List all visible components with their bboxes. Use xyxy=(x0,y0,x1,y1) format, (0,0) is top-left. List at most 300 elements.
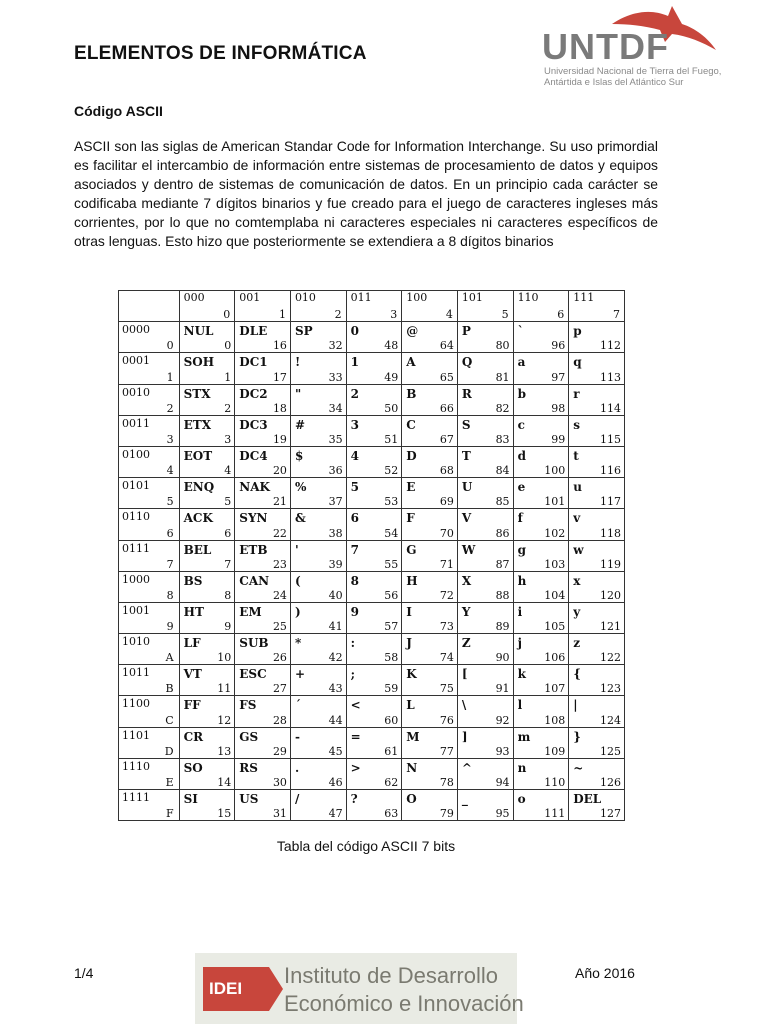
column-header xyxy=(513,291,569,322)
ascii-character: STX xyxy=(183,386,211,401)
table-caption: Tabla del código ASCII 7 bits xyxy=(276,838,456,854)
ascii-cell xyxy=(513,571,569,602)
ascii-character: x xyxy=(573,573,581,588)
ascii-decimal: 21 xyxy=(272,495,287,509)
ascii-cell xyxy=(235,478,291,509)
ascii-character: i xyxy=(517,604,523,619)
ascii-character: DC4 xyxy=(239,448,268,463)
ascii-decimal: 72 xyxy=(439,588,454,602)
row-header xyxy=(119,727,180,758)
ascii-cell xyxy=(346,727,402,758)
ascii-decimal: 90 xyxy=(495,651,510,665)
row-header xyxy=(119,571,180,602)
row-hex: 8 xyxy=(166,588,174,602)
row-hex: 2 xyxy=(166,401,174,415)
ascii-cell xyxy=(569,727,625,758)
ascii-decimal: 71 xyxy=(439,557,454,571)
column-binary: 010 xyxy=(294,291,316,304)
ascii-cell xyxy=(346,696,402,727)
ascii-cell xyxy=(235,353,291,384)
ascii-character: n xyxy=(517,760,527,775)
ascii-decimal: 107 xyxy=(544,682,566,696)
ascii-cell xyxy=(402,446,458,477)
row-hex: C xyxy=(165,713,174,727)
row-binary: 1011 xyxy=(122,666,150,680)
ascii-decimal: 102 xyxy=(544,526,566,540)
ascii-decimal: 82 xyxy=(495,401,510,415)
ascii-character: O xyxy=(406,792,417,806)
ascii-decimal: 83 xyxy=(495,432,510,446)
table-row xyxy=(119,446,625,477)
table-row xyxy=(119,665,625,696)
ascii-character: ; xyxy=(350,667,356,682)
ascii-decimal: 30 xyxy=(272,776,287,789)
column-header xyxy=(457,291,513,322)
column-binary: 111 xyxy=(573,291,595,304)
ascii-character: e xyxy=(517,480,526,495)
ascii-cell xyxy=(346,602,402,633)
ascii-character: = xyxy=(350,729,361,744)
section-title: Código ASCII xyxy=(74,103,163,119)
ascii-character: J xyxy=(406,636,412,651)
ascii-decimal: 24 xyxy=(272,588,287,602)
ascii-character: Q xyxy=(461,355,473,370)
ascii-decimal: 64 xyxy=(439,339,454,353)
ascii-decimal: 5 xyxy=(224,495,232,509)
ascii-cell xyxy=(290,571,346,602)
ascii-cell xyxy=(457,384,513,415)
ascii-character: H xyxy=(406,573,418,588)
ascii-decimal: 76 xyxy=(439,713,454,727)
ascii-cell xyxy=(290,384,346,415)
row-header xyxy=(119,478,180,509)
ascii-decimal: 78 xyxy=(439,776,454,789)
ascii-character: 8 xyxy=(350,573,359,588)
ascii-cell xyxy=(513,758,569,789)
ascii-character: FF xyxy=(183,698,201,713)
column-binary: 011 xyxy=(350,291,372,304)
ascii-decimal: 0 xyxy=(224,339,232,353)
ascii-character: [ xyxy=(461,667,468,682)
table-row xyxy=(119,696,625,727)
ascii-cell xyxy=(402,790,458,821)
row-hex: A xyxy=(165,651,174,665)
ascii-character: Y xyxy=(461,604,471,619)
ascii-decimal: 65 xyxy=(439,370,454,384)
ascii-decimal: 3 xyxy=(224,432,232,446)
ascii-cell xyxy=(569,696,625,727)
ascii-character: EOT xyxy=(183,448,213,463)
ascii-decimal: 62 xyxy=(384,776,399,789)
row-hex: 6 xyxy=(166,526,174,540)
ascii-cell xyxy=(235,571,291,602)
ascii-character: 1 xyxy=(350,355,359,370)
ascii-decimal: 125 xyxy=(600,744,621,758)
row-hex: E xyxy=(165,776,174,789)
ascii-decimal: 41 xyxy=(328,620,343,634)
ascii-decimal: 57 xyxy=(384,620,399,634)
ascii-decimal: 92 xyxy=(495,713,510,727)
row-hex: D xyxy=(164,744,174,758)
ascii-character: Z xyxy=(461,636,471,651)
ascii-decimal: 4 xyxy=(224,464,232,478)
ascii-character: ` xyxy=(517,324,524,339)
row-header xyxy=(119,634,180,665)
ascii-character: NUL xyxy=(183,324,214,339)
ascii-character: ´ xyxy=(294,698,301,713)
ascii-decimal: 117 xyxy=(600,495,621,509)
ascii-decimal: 103 xyxy=(544,557,566,571)
ascii-character: NAK xyxy=(239,480,270,495)
column-decimal: 2 xyxy=(334,308,342,322)
ascii-cell xyxy=(290,540,346,571)
ascii-cell xyxy=(179,509,235,540)
ascii-character: CR xyxy=(183,729,204,744)
ascii-decimal: 68 xyxy=(439,464,454,478)
ascii-cell xyxy=(513,634,569,665)
ascii-decimal: 31 xyxy=(272,807,287,821)
ascii-character: f xyxy=(517,511,523,526)
ascii-cell xyxy=(346,790,402,821)
ascii-decimal: 47 xyxy=(328,807,343,821)
ascii-cell xyxy=(513,446,569,477)
ascii-cell xyxy=(513,665,569,696)
ascii-decimal: 81 xyxy=(495,370,510,384)
ascii-cell xyxy=(513,602,569,633)
banner-line-2: Económico e Innovación xyxy=(284,991,524,1016)
ascii-decimal: 50 xyxy=(384,401,399,415)
ascii-cell xyxy=(346,540,402,571)
ascii-decimal: 74 xyxy=(439,651,454,665)
row-binary: 1111 xyxy=(122,791,150,804)
ascii-cell xyxy=(235,540,291,571)
ascii-cell xyxy=(457,571,513,602)
ascii-decimal: 10 xyxy=(217,651,232,665)
ascii-character: b xyxy=(517,386,526,401)
ascii-cell xyxy=(179,790,235,821)
ascii-character: ENQ xyxy=(183,480,215,495)
ascii-decimal: 22 xyxy=(272,526,287,540)
ascii-decimal: 25 xyxy=(272,620,287,634)
ascii-character: B xyxy=(406,386,417,401)
ascii-character: 5 xyxy=(350,480,359,495)
ascii-cell xyxy=(457,446,513,477)
ascii-cell xyxy=(346,353,402,384)
ascii-character: CAN xyxy=(239,573,270,588)
ascii-cell xyxy=(457,509,513,540)
row-hex: 9 xyxy=(166,620,174,634)
ascii-decimal: 13 xyxy=(217,744,232,758)
ascii-character: DC1 xyxy=(239,355,268,370)
ascii-character: { xyxy=(573,667,581,682)
ascii-decimal: 37 xyxy=(328,495,343,509)
ascii-decimal: 16 xyxy=(272,339,287,353)
table-row xyxy=(119,415,625,446)
logo-wordmark: UNTDF xyxy=(542,26,669,67)
ascii-character: C xyxy=(406,417,416,432)
ascii-character: X xyxy=(461,573,472,588)
table-row xyxy=(119,384,625,415)
ascii-decimal: 121 xyxy=(600,620,621,634)
ascii-cell xyxy=(290,634,346,665)
ascii-decimal: 33 xyxy=(328,370,343,384)
ascii-decimal: 84 xyxy=(495,464,510,478)
ascii-cell xyxy=(513,353,569,384)
ascii-cell xyxy=(235,727,291,758)
ascii-cell xyxy=(179,353,235,384)
ascii-decimal: 49 xyxy=(384,370,399,384)
ascii-character: 0 xyxy=(350,324,359,339)
ascii-character: 3 xyxy=(350,417,359,432)
ascii-character: k xyxy=(517,667,526,682)
column-decimal: 0 xyxy=(223,308,231,322)
column-decimal: 5 xyxy=(501,308,509,322)
ascii-cell xyxy=(569,353,625,384)
ascii-decimal: 8 xyxy=(224,588,232,602)
ascii-cell xyxy=(513,415,569,446)
row-binary: 1110 xyxy=(122,759,150,773)
ascii-character: u xyxy=(573,480,582,495)
ascii-cell xyxy=(402,665,458,696)
ascii-character: E xyxy=(406,480,416,495)
ascii-decimal: 40 xyxy=(328,588,343,602)
ascii-decimal: 124 xyxy=(600,713,621,727)
ascii-decimal: 56 xyxy=(384,588,399,602)
ascii-cell xyxy=(457,634,513,665)
ascii-decimal: 42 xyxy=(328,651,343,665)
table-row xyxy=(119,322,625,353)
table-row xyxy=(119,540,625,571)
ascii-cell xyxy=(402,478,458,509)
ascii-character: VT xyxy=(183,667,202,682)
ascii-decimal: 26 xyxy=(272,651,287,665)
ascii-decimal: 104 xyxy=(544,588,566,602)
ascii-decimal: 43 xyxy=(328,682,343,696)
ascii-character: 6 xyxy=(350,511,359,526)
column-header xyxy=(402,291,458,322)
ascii-decimal: 52 xyxy=(384,464,399,478)
row-binary: 0010 xyxy=(122,385,150,399)
ascii-cell xyxy=(235,696,291,727)
ascii-character: z xyxy=(573,636,581,651)
ascii-decimal: 63 xyxy=(384,807,399,821)
ascii-decimal: 18 xyxy=(272,401,287,415)
ascii-cell xyxy=(402,353,458,384)
column-binary: 000 xyxy=(183,291,205,304)
ascii-cell xyxy=(457,322,513,353)
ascii-cell xyxy=(290,696,346,727)
ascii-character: BS xyxy=(183,573,203,588)
ascii-decimal: 39 xyxy=(328,557,343,571)
ascii-decimal: 36 xyxy=(328,464,343,478)
row-binary: 0001 xyxy=(122,354,150,368)
ascii-cell xyxy=(179,634,235,665)
ascii-decimal: 73 xyxy=(439,620,454,634)
row-hex: F xyxy=(165,807,174,821)
ascii-character: FS xyxy=(239,698,257,713)
ascii-cell xyxy=(513,509,569,540)
row-header xyxy=(119,758,180,789)
ascii-decimal: 113 xyxy=(600,370,621,384)
ascii-character: q xyxy=(573,355,582,370)
ascii-cell xyxy=(290,322,346,353)
ascii-decimal: 69 xyxy=(439,495,454,509)
ascii-cell xyxy=(569,665,625,696)
ascii-character: % xyxy=(294,480,307,495)
ascii-decimal: 28 xyxy=(272,713,287,727)
row-binary: 0100 xyxy=(122,447,150,461)
ascii-character: GS xyxy=(239,729,259,744)
ascii-character: g xyxy=(517,542,526,557)
ascii-character: y xyxy=(573,604,581,619)
ascii-character: \ xyxy=(461,698,467,713)
document-title: ELEMENTOS DE INFORMÁTICA xyxy=(74,43,367,64)
ascii-cell xyxy=(513,322,569,353)
ascii-decimal: 119 xyxy=(600,557,621,571)
ascii-character: M xyxy=(406,729,420,744)
ascii-character: c xyxy=(517,417,525,432)
row-hex: 4 xyxy=(166,464,174,478)
ascii-cell xyxy=(179,415,235,446)
ascii-character: R xyxy=(461,386,472,401)
ascii-cell xyxy=(457,696,513,727)
ascii-decimal: 95 xyxy=(495,807,510,821)
ascii-cell xyxy=(569,415,625,446)
ascii-decimal: 19 xyxy=(272,432,287,446)
ascii-decimal: 99 xyxy=(551,432,566,446)
ascii-character: } xyxy=(573,729,581,744)
ascii-decimal: 100 xyxy=(544,464,566,478)
table-header-row xyxy=(119,291,625,322)
column-header xyxy=(179,291,235,322)
ascii-cell xyxy=(290,602,346,633)
ascii-decimal: 96 xyxy=(551,339,566,353)
row-binary: 0011 xyxy=(122,416,150,430)
ascii-cell xyxy=(179,665,235,696)
ascii-cell xyxy=(346,384,402,415)
ascii-cell xyxy=(179,540,235,571)
ascii-decimal: 54 xyxy=(384,526,399,540)
ascii-cell xyxy=(569,322,625,353)
row-hex: B xyxy=(165,682,174,696)
ascii-cell xyxy=(179,602,235,633)
document-year: Año 2016 xyxy=(575,965,635,981)
ascii-character: RS xyxy=(239,760,258,775)
ascii-decimal: 51 xyxy=(384,432,399,446)
row-header xyxy=(119,415,180,446)
ascii-character: r xyxy=(573,386,580,401)
ascii-character: ETX xyxy=(183,417,212,432)
ascii-cell xyxy=(235,602,291,633)
ascii-cell xyxy=(569,384,625,415)
ascii-character: 7 xyxy=(350,542,359,557)
ascii-character: # xyxy=(294,417,305,432)
ascii-cell xyxy=(457,478,513,509)
column-binary: 100 xyxy=(406,291,428,304)
table-row xyxy=(119,727,625,758)
ascii-cell xyxy=(179,696,235,727)
ascii-character: SUB xyxy=(239,636,269,651)
idei-banner xyxy=(195,953,524,1024)
table-row xyxy=(119,509,625,540)
intro-paragraph: ASCII son las siglas de American Standar Code for Information Interchange. Su uso primordial es facilitar el intercambio de información entre sistemas de procesamiento de datos y equipos asociados y dentro de sistemas de comunicación de datos. En un principio cada carácter se codificaba mediante 7 dígitos binarios y fue creado para el juego de caracteres ingleses más corrientes, por lo que no comtemplaba ni caracteres especiales ni caracteres específicos de otras lenguas. Esto hizo que posteriormente se extendiera a 8 dígitos binarios xyxy=(74,138,658,249)
ascii-decimal: 80 xyxy=(495,339,510,353)
ascii-decimal: 79 xyxy=(439,807,454,821)
ascii-character: U xyxy=(461,480,473,495)
ascii-cell xyxy=(513,696,569,727)
ascii-decimal: 118 xyxy=(600,526,621,540)
row-binary: 0111 xyxy=(122,541,150,555)
ascii-character: ] xyxy=(461,729,468,744)
ascii-character: : xyxy=(350,636,356,651)
ascii-character: @ xyxy=(406,324,419,339)
ascii-cell xyxy=(402,322,458,353)
table-row xyxy=(119,790,625,821)
ascii-cell xyxy=(457,415,513,446)
ascii-cell xyxy=(179,571,235,602)
ascii-cell xyxy=(179,446,235,477)
ascii-decimal: 2 xyxy=(224,401,232,415)
ascii-decimal: 61 xyxy=(384,744,399,758)
row-hex: 0 xyxy=(166,339,174,353)
ascii-character: h xyxy=(517,573,527,588)
ascii-cell xyxy=(235,665,291,696)
ascii-decimal: 108 xyxy=(544,713,566,727)
ascii-decimal: 88 xyxy=(495,588,510,602)
ascii-decimal: 114 xyxy=(600,401,621,415)
ascii-decimal: 109 xyxy=(544,744,566,758)
row-binary: 0110 xyxy=(122,510,150,524)
ascii-character: ' xyxy=(294,542,299,557)
row-binary: 0000 xyxy=(122,323,150,337)
ascii-cell xyxy=(402,634,458,665)
column-header xyxy=(346,291,402,322)
ascii-cell xyxy=(402,571,458,602)
ascii-character: D xyxy=(406,448,417,463)
ascii-cell xyxy=(346,571,402,602)
ascii-character: T xyxy=(461,448,471,463)
ascii-decimal: 48 xyxy=(384,339,399,353)
ascii-cell xyxy=(346,634,402,665)
ascii-character: l xyxy=(517,698,523,713)
ascii-character: HT xyxy=(183,604,204,619)
table-row xyxy=(119,758,625,789)
ascii-decimal: 55 xyxy=(384,557,399,571)
ascii-decimal: 17 xyxy=(272,370,287,384)
ascii-cell xyxy=(457,353,513,384)
ascii-cell xyxy=(346,322,402,353)
ascii-character: / xyxy=(294,792,300,806)
ascii-character: a xyxy=(517,355,526,370)
ascii-decimal: 46 xyxy=(328,776,343,789)
logo-subtitle: Universidad Nacional de Tierra del Fuego, Antártida e Islas del Atlántico Sur xyxy=(544,66,722,88)
row-hex: 3 xyxy=(166,432,174,446)
ascii-decimal: 70 xyxy=(439,526,454,540)
ascii-character: DLE xyxy=(239,324,268,339)
ascii-character: A xyxy=(406,355,416,370)
ascii-character: SI xyxy=(183,792,198,806)
ascii-decimal: 32 xyxy=(328,339,343,353)
ascii-cell xyxy=(290,665,346,696)
ascii-decimal: 14 xyxy=(217,776,232,789)
ascii-decimal: 85 xyxy=(495,495,510,509)
table-row xyxy=(119,602,625,633)
ascii-decimal: 60 xyxy=(384,713,399,727)
ascii-character: DEL xyxy=(573,792,602,806)
ascii-decimal: 112 xyxy=(600,339,621,353)
ascii-cell xyxy=(179,478,235,509)
ascii-character: SOH xyxy=(183,355,215,370)
